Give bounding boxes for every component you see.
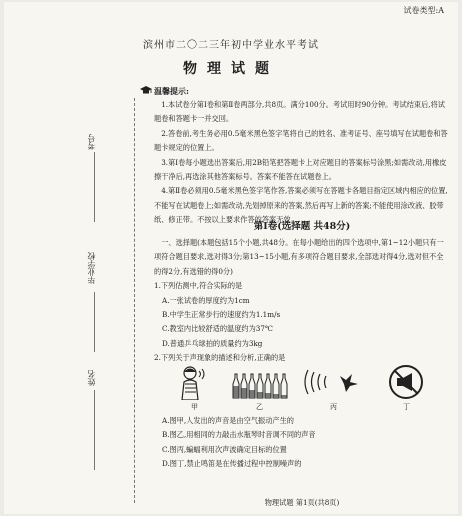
exam-number-label: 考号 bbox=[87, 134, 96, 150]
question-2-options bbox=[154, 414, 450, 472]
binding-cut-line bbox=[134, 98, 135, 503]
no-honking-sign-figure bbox=[388, 364, 424, 400]
figure-label-yi: 乙 bbox=[256, 403, 263, 411]
question-2-option: B.图乙,用相同的力敲击水瓶琴时音调不同的声音 bbox=[162, 430, 316, 440]
notice-list bbox=[154, 98, 450, 228]
exam-page bbox=[4, 2, 458, 514]
speaking-person-figure bbox=[176, 364, 212, 400]
notice-item: 1.本试卷分第Ⅰ卷和第Ⅱ卷两部分,共8页。满分100分。考试用时90分钟。考试结束后,将试题卷和答题卡一并交回。 bbox=[154, 100, 445, 124]
notice-item: 2.答卷前,考生务必用0.5毫米黑色签字笔将自己的姓名、准考证号、座号填写在试题卷和答题卡规定的位置上。 bbox=[154, 128, 448, 153]
part1-body bbox=[154, 236, 450, 366]
section-instructions: 一、选择题(本题包括15个小题,共48分。在每小题给出的四个选项中,第1~12小题只有一项符合题目要求,选对得3分;第13~15小题,有多项符合题目要求,全部选对得4分,选对但不全的得2分,有选错的得0分) bbox=[154, 238, 444, 276]
figure-label-ding: 丁 bbox=[403, 403, 410, 411]
notice-item: 3.第Ⅰ卷每小题选出答案后,用2B铅笔把答题卡上对应题目的答案标号涂黑;如需改动,用橡皮擦干净后,再选涂其他答案标号。答案不能答在试题卷上。 bbox=[154, 157, 447, 182]
bat-echolocation-figure bbox=[300, 364, 366, 400]
name-label: 姓名 bbox=[87, 370, 96, 386]
graduation-cap-icon bbox=[140, 84, 152, 96]
exam-title: 滨州市二〇二三年初中学业水平考试 bbox=[143, 40, 319, 51]
school-label: 毕业学校 bbox=[87, 252, 96, 284]
question-1-option: B.中学生正常步行的速度约为1.1m/s bbox=[162, 310, 281, 320]
figure-label-bing: 丙 bbox=[330, 403, 337, 411]
question-1-option: A.一张试卷的厚度约为1cm bbox=[162, 295, 250, 305]
question-2-option: C.图丙,蝙蝠利用次声波确定目标的位置 bbox=[162, 444, 287, 454]
water-bottles-figure bbox=[230, 364, 290, 400]
name-fill-line bbox=[94, 390, 95, 470]
notice-title: 温馨提示: bbox=[154, 86, 189, 97]
question-2-option: D.图丁,禁止鸣笛是在传播过程中控制噪声的 bbox=[162, 459, 302, 469]
question-2-option: A.图甲,人发出的声音是由空气振动产生的 bbox=[162, 416, 294, 425]
page-footer: 物理试题 第1页(共8页) bbox=[264, 498, 340, 507]
question-1-option: C.教室内比较舒适的温度约为37℃ bbox=[162, 324, 273, 334]
paper-type-label: 试卷类型:A bbox=[403, 6, 444, 15]
school-fill-line bbox=[94, 292, 95, 352]
question-1-option: D.普通乒乓球拍的质量约为3kg bbox=[162, 338, 263, 348]
question-1-stem: 1.下列估测中,符合实际的是 bbox=[154, 281, 243, 291]
subject-title: 物理试题 bbox=[183, 61, 279, 77]
notice-item: 4.第Ⅱ卷必须用0.5毫米黑色签字笔作答,答案必须写在答题卡各题目指定区域内相应的位置,不能写在试题卷上;如需改动,先划掉原来的答案,然后再写上新的答案;不能使用涂改液、胶带纸、修正带。不按以上要求作答的答案无效。 bbox=[154, 186, 448, 225]
question-2-stem: 2.下列关于声现象的描述和分析,正确的是 bbox=[154, 353, 286, 363]
exam-number-fill-line bbox=[94, 152, 95, 222]
figure-label-jia: 甲 bbox=[191, 403, 198, 411]
part1-title: 第Ⅰ卷(选择题 共48分) bbox=[253, 221, 351, 232]
